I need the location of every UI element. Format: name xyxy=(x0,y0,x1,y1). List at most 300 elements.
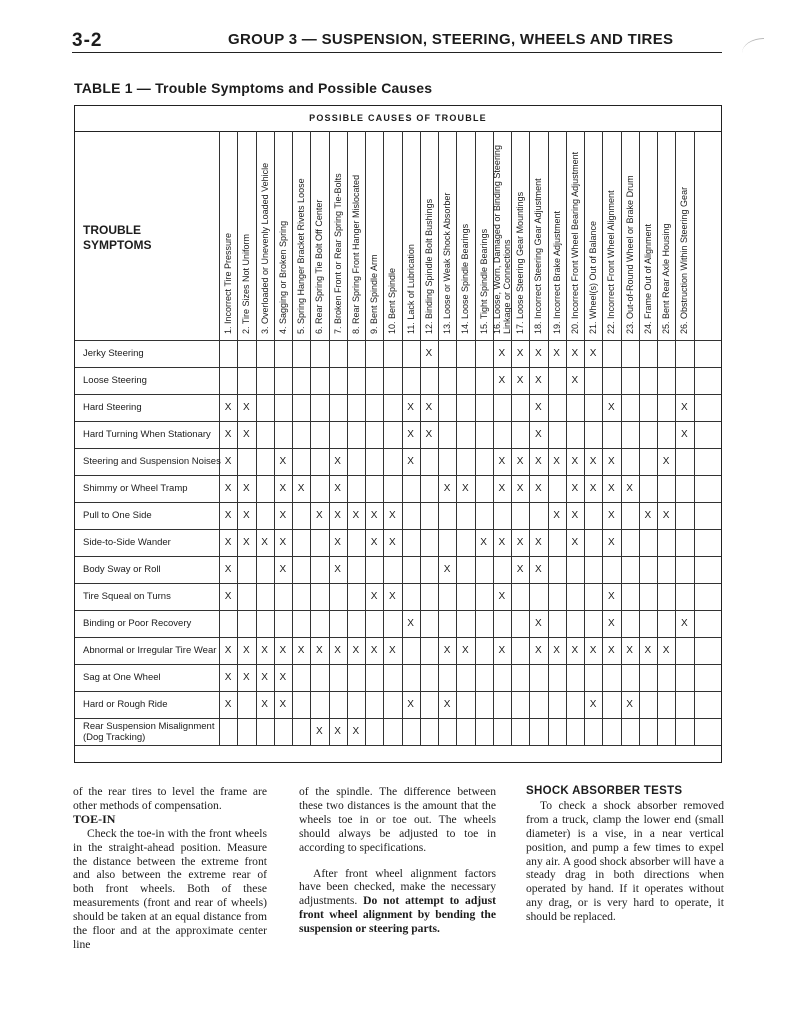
row-column-line xyxy=(420,394,421,421)
row-column-line xyxy=(548,691,549,718)
trouble-mark: X xyxy=(334,455,341,467)
row-column-line xyxy=(274,502,275,529)
row-column-line xyxy=(274,448,275,475)
row-column-line xyxy=(511,556,512,583)
row-column-line xyxy=(292,475,293,502)
row-column-line xyxy=(675,421,676,448)
trouble-mark: X xyxy=(462,644,469,656)
row-column-line xyxy=(639,367,640,394)
row-column-line xyxy=(657,637,658,664)
row-column-line xyxy=(475,448,476,475)
cause-label: 11. Lack of Lubrication xyxy=(405,244,416,334)
trouble-mark: X xyxy=(498,482,506,494)
trouble-mark: X xyxy=(261,698,268,710)
row-column-line xyxy=(365,394,366,421)
row-column-line xyxy=(548,367,549,394)
column-line xyxy=(365,131,366,340)
row-column-line xyxy=(420,583,421,610)
row-column-line xyxy=(493,475,494,502)
trouble-mark: X xyxy=(535,536,542,548)
row-column-line xyxy=(621,340,622,367)
row-column-line xyxy=(438,610,439,637)
group-title: GROUP 3 — SUSPENSION, STEERING, WHEELS AND TIRES xyxy=(228,31,674,48)
row-column-line xyxy=(529,340,530,367)
row-column-line xyxy=(639,394,640,421)
row-column-line xyxy=(256,583,257,610)
cause-label: 20. Incorrect Front Wheel Bearing Adjustment xyxy=(569,151,580,334)
column-line xyxy=(329,131,330,340)
trouble-mark: X xyxy=(535,428,542,440)
cause-label: 8. Rear Spring Front Hanger Mislocated xyxy=(350,174,361,334)
row-column-line xyxy=(274,475,275,502)
row-column-line xyxy=(329,664,330,691)
row-column-line xyxy=(292,691,293,718)
trouble-mark: X xyxy=(498,455,506,467)
row-column-line xyxy=(383,610,384,637)
row-line xyxy=(75,529,721,530)
trouble-mark: X xyxy=(279,482,287,494)
row-column-line xyxy=(274,637,275,664)
cause-label: 12. Binding Spindle Bolt Bushings xyxy=(423,198,434,334)
row-column-line xyxy=(511,394,512,421)
toe-in-heading: TOE-IN xyxy=(73,811,116,826)
symptom-label: Sag at One Wheel xyxy=(83,672,161,683)
row-column-line xyxy=(584,718,585,745)
shock-absorber-heading: SHOCK ABSORBER TESTS xyxy=(526,785,683,797)
row-column-line xyxy=(566,367,567,394)
row-column-line xyxy=(237,502,238,529)
row-column-line xyxy=(438,691,439,718)
row-column-line xyxy=(256,664,257,691)
row-column-line xyxy=(456,556,457,583)
trouble-mark: X xyxy=(352,725,360,737)
row-line xyxy=(75,583,721,584)
symptom-label: Hard Steering xyxy=(83,402,142,413)
row-column-line xyxy=(365,475,366,502)
trouble-mark: X xyxy=(462,482,469,494)
row-column-line xyxy=(292,556,293,583)
row-column-line xyxy=(584,394,585,421)
symptom-label: Abnormal or Irregular Tire Wear xyxy=(83,645,217,656)
row-column-line xyxy=(566,502,567,529)
trouble-mark: X xyxy=(407,455,414,467)
row-column-line xyxy=(456,475,457,502)
trouble-mark: X xyxy=(224,482,232,494)
row-column-line xyxy=(420,718,421,745)
page-header xyxy=(72,28,724,52)
row-column-line xyxy=(694,718,695,745)
row-column-line xyxy=(237,340,238,367)
row-column-line xyxy=(219,394,220,421)
row-line xyxy=(75,637,721,638)
col2-paragraph-2-text: After front wheel alignment factors have been checked, make the necessary adjustments. xyxy=(299,866,496,908)
row-column-line xyxy=(347,502,348,529)
trouble-mark: X xyxy=(589,455,597,467)
symptom-label: Pull to One Side xyxy=(83,510,152,521)
trouble-mark: X xyxy=(681,617,688,629)
row-column-line xyxy=(584,340,585,367)
cause-label: 17. Loose Steering Gear Mountings xyxy=(515,191,526,334)
trouble-mark: X xyxy=(261,671,268,683)
row-column-line xyxy=(475,637,476,664)
row-column-line xyxy=(639,421,640,448)
row-column-line xyxy=(438,340,439,367)
row-column-line xyxy=(292,529,293,556)
trouble-mark: X xyxy=(279,644,287,656)
row-column-line xyxy=(694,502,695,529)
row-column-line xyxy=(274,718,275,745)
row-column-line xyxy=(584,502,585,529)
trouble-mark: X xyxy=(407,401,414,413)
row-column-line xyxy=(694,475,695,502)
row-column-line xyxy=(219,691,220,718)
trouble-mark: X xyxy=(626,644,633,656)
row-column-line xyxy=(420,448,421,475)
row-column-line xyxy=(329,448,330,475)
row-column-line xyxy=(438,664,439,691)
row-column-line xyxy=(493,421,494,448)
row-column-line xyxy=(219,664,220,691)
row-column-line xyxy=(657,610,658,637)
trouble-mark: X xyxy=(443,563,451,575)
symptom-label: Hard or Rough Ride xyxy=(83,699,168,710)
row-column-line xyxy=(529,664,530,691)
trouble-mark: X xyxy=(224,698,232,710)
row-column-line xyxy=(347,691,348,718)
row-column-line xyxy=(529,421,530,448)
row-column-line xyxy=(383,502,384,529)
row-column-line xyxy=(402,421,403,448)
row-column-line xyxy=(310,340,311,367)
trouble-mark: X xyxy=(498,374,506,386)
row-column-line xyxy=(329,637,330,664)
row-column-line xyxy=(456,394,457,421)
column-line xyxy=(621,131,622,340)
trouble-mark: X xyxy=(334,563,341,575)
row-column-line xyxy=(274,367,275,394)
row-column-line xyxy=(566,637,567,664)
row-column-line xyxy=(511,475,512,502)
row-column-line xyxy=(511,691,512,718)
row-column-line xyxy=(548,475,549,502)
row-column-line xyxy=(621,529,622,556)
row-column-line xyxy=(383,583,384,610)
trouble-mark: X xyxy=(316,509,323,521)
row-column-line xyxy=(657,664,658,691)
row-column-line xyxy=(694,637,695,664)
header-rule xyxy=(72,52,722,53)
trouble-mark: X xyxy=(279,455,287,467)
row-column-line xyxy=(219,340,220,367)
row-column-line xyxy=(329,367,330,394)
row-column-line xyxy=(420,610,421,637)
trouble-mark: X xyxy=(243,482,250,494)
row-column-line xyxy=(475,367,476,394)
row-column-line xyxy=(292,664,293,691)
row-column-line xyxy=(529,556,530,583)
trouble-mark: X xyxy=(425,347,433,359)
row-column-line xyxy=(237,610,238,637)
cause-label: 16. Loose, Worn, Damaged or Binding Steering xyxy=(491,145,502,334)
row-column-line xyxy=(657,394,658,421)
row-column-line xyxy=(402,529,403,556)
row-column-line xyxy=(621,610,622,637)
row-column-line xyxy=(584,529,585,556)
trouble-mark: X xyxy=(425,401,433,413)
trouble-mark: X xyxy=(407,428,414,440)
row-column-line xyxy=(456,367,457,394)
row-column-line xyxy=(420,502,421,529)
row-column-line xyxy=(420,340,421,367)
row-column-line xyxy=(621,421,622,448)
row-column-line xyxy=(511,421,512,448)
trouble-mark: X xyxy=(553,347,560,359)
row-column-line xyxy=(456,529,457,556)
row-column-line xyxy=(639,637,640,664)
row-column-line xyxy=(621,637,622,664)
row-column-line xyxy=(675,583,676,610)
row-column-line xyxy=(310,583,311,610)
trouble-mark: X xyxy=(571,347,579,359)
row-column-line xyxy=(639,691,640,718)
trouble-mark: X xyxy=(608,509,615,521)
row-column-line xyxy=(237,367,238,394)
symptom-label: Steering and Suspension Noises xyxy=(83,456,221,467)
row-column-line xyxy=(621,718,622,745)
trouble-mark: X xyxy=(535,617,542,629)
cause-label: 26. Obstruction Within Steering Gear xyxy=(679,186,690,334)
row-column-line xyxy=(493,718,494,745)
row-column-line xyxy=(456,691,457,718)
symptom-label: Loose Steering xyxy=(83,375,147,386)
row-column-line xyxy=(256,448,257,475)
trouble-mark: X xyxy=(224,401,232,413)
trouble-mark: X xyxy=(243,644,250,656)
row-column-line xyxy=(383,394,384,421)
row-column-line xyxy=(383,340,384,367)
row-column-line xyxy=(602,637,603,664)
row-column-line xyxy=(694,448,695,475)
page-corner-mark xyxy=(742,38,764,53)
row-column-line xyxy=(310,691,311,718)
row-column-line xyxy=(493,529,494,556)
col2-paragraph-1: of the spindle. The difference between these two distances is the amount that the wheels toe in or toe out. The wheels should always be adjusted to toe in according to specifications. xyxy=(299,785,496,854)
trouble-mark: X xyxy=(316,644,323,656)
row-column-line xyxy=(694,421,695,448)
row-column-line xyxy=(438,718,439,745)
row-column-line xyxy=(566,691,567,718)
row-column-line xyxy=(237,718,238,745)
row-column-line xyxy=(310,502,311,529)
trouble-mark: X xyxy=(516,374,524,386)
row-column-line xyxy=(383,718,384,745)
row-column-line xyxy=(310,475,311,502)
symptoms-heading-line-1: TROUBLE xyxy=(83,223,141,237)
row-column-line xyxy=(548,340,549,367)
row-column-line xyxy=(493,340,494,367)
row-column-line xyxy=(256,502,257,529)
trouble-mark: X xyxy=(224,455,232,467)
row-column-line xyxy=(347,475,348,502)
trouble-mark: X xyxy=(571,536,579,548)
row-column-line xyxy=(584,475,585,502)
row-column-line xyxy=(329,340,330,367)
column-line xyxy=(548,131,549,340)
row-column-line xyxy=(219,475,220,502)
row-column-line xyxy=(347,340,348,367)
row-column-line xyxy=(548,502,549,529)
row-line xyxy=(75,394,721,395)
trouble-mark: X xyxy=(571,644,579,656)
row-column-line xyxy=(639,340,640,367)
row-column-line xyxy=(310,421,311,448)
row-column-line xyxy=(657,475,658,502)
trouble-mark: X xyxy=(334,644,341,656)
row-column-line xyxy=(548,421,549,448)
text-column-3 xyxy=(526,785,724,924)
row-column-line xyxy=(347,448,348,475)
row-line xyxy=(75,421,721,422)
row-column-line xyxy=(566,421,567,448)
trouble-mark: X xyxy=(516,347,524,359)
row-column-line xyxy=(347,367,348,394)
column-line xyxy=(675,131,676,340)
trouble-mark: X xyxy=(608,482,615,494)
row-column-line xyxy=(675,448,676,475)
row-column-line xyxy=(310,718,311,745)
col2-paragraph-2 xyxy=(299,867,496,937)
row-column-line xyxy=(274,610,275,637)
row-column-line xyxy=(365,529,366,556)
trouble-mark: X xyxy=(553,455,560,467)
row-column-line xyxy=(383,664,384,691)
trouble-mark: X xyxy=(224,590,232,602)
row-column-line xyxy=(402,610,403,637)
row-column-line xyxy=(602,610,603,637)
row-column-line xyxy=(365,718,366,745)
table-caption: TABLE 1 — Trouble Symptoms and Possible Causes xyxy=(74,80,433,96)
trouble-mark: X xyxy=(279,509,287,521)
trouble-mark: X xyxy=(535,401,542,413)
row-column-line xyxy=(602,691,603,718)
row-column-line xyxy=(402,448,403,475)
row-column-line xyxy=(219,610,220,637)
row-column-line xyxy=(694,691,695,718)
trouble-mark: X xyxy=(243,536,250,548)
row-column-line xyxy=(621,583,622,610)
row-line xyxy=(75,610,721,611)
trouble-mark: X xyxy=(589,644,597,656)
trouble-mark: X xyxy=(370,509,378,521)
row-column-line xyxy=(602,448,603,475)
row-column-line xyxy=(529,448,530,475)
row-column-line xyxy=(493,448,494,475)
row-column-line xyxy=(602,394,603,421)
cause-label: 2. Tire Sizes Not Uniform xyxy=(241,233,252,334)
row-column-line xyxy=(420,421,421,448)
row-column-line xyxy=(420,556,421,583)
trouble-mark: X xyxy=(224,509,232,521)
row-column-line xyxy=(237,691,238,718)
row-column-line xyxy=(493,502,494,529)
row-column-line xyxy=(493,610,494,637)
row-column-line xyxy=(602,529,603,556)
column-line xyxy=(219,131,220,340)
column-line xyxy=(694,131,695,340)
cause-label: 4. Sagging or Broken Spring xyxy=(277,220,288,334)
row-column-line xyxy=(292,718,293,745)
row-column-line xyxy=(694,367,695,394)
row-column-line xyxy=(402,637,403,664)
row-column-line xyxy=(256,691,257,718)
row-column-line xyxy=(529,718,530,745)
row-column-line xyxy=(566,718,567,745)
row-column-line xyxy=(657,583,658,610)
trouble-mark: X xyxy=(389,509,396,521)
trouble-mark: X xyxy=(443,482,451,494)
row-column-line xyxy=(493,394,494,421)
row-column-line xyxy=(475,583,476,610)
row-column-line xyxy=(310,664,311,691)
row-column-line xyxy=(438,583,439,610)
row-column-line xyxy=(602,367,603,394)
row-column-line xyxy=(329,394,330,421)
trouble-mark: X xyxy=(334,482,341,494)
row-column-line xyxy=(310,448,311,475)
trouble-mark: X xyxy=(662,455,670,467)
trouble-mark: X xyxy=(571,509,579,521)
row-column-line xyxy=(383,448,384,475)
trouble-mark: X xyxy=(662,644,670,656)
row-column-line xyxy=(292,583,293,610)
column-line xyxy=(274,131,275,340)
row-column-line xyxy=(657,502,658,529)
row-column-line xyxy=(456,664,457,691)
trouble-mark: X xyxy=(370,590,378,602)
row-column-line xyxy=(548,610,549,637)
row-column-line xyxy=(420,664,421,691)
trouble-mark: X xyxy=(535,455,542,467)
row-column-line xyxy=(365,637,366,664)
cause-label: 1. Incorrect Tire Pressure xyxy=(223,232,234,334)
trouble-mark: X xyxy=(389,590,396,602)
row-column-line xyxy=(329,502,330,529)
row-column-line xyxy=(310,394,311,421)
row-column-line xyxy=(438,475,439,502)
trouble-mark: X xyxy=(535,482,542,494)
column-line xyxy=(438,131,439,340)
row-column-line xyxy=(256,340,257,367)
row-column-line xyxy=(402,718,403,745)
row-column-line xyxy=(420,637,421,664)
row-column-line xyxy=(347,556,348,583)
row-column-line xyxy=(675,502,676,529)
row-column-line xyxy=(274,529,275,556)
trouble-mark: X xyxy=(279,536,287,548)
row-column-line xyxy=(475,610,476,637)
row-column-line xyxy=(493,637,494,664)
row-column-line xyxy=(657,340,658,367)
trouble-mark: X xyxy=(370,644,378,656)
row-column-line xyxy=(584,556,585,583)
row-column-line xyxy=(456,448,457,475)
row-column-line xyxy=(657,448,658,475)
row-column-line xyxy=(365,664,366,691)
row-column-line xyxy=(694,340,695,367)
column-line xyxy=(639,131,640,340)
row-column-line xyxy=(219,502,220,529)
cause-label: 19. Incorrect Brake Adjustment xyxy=(551,210,562,334)
